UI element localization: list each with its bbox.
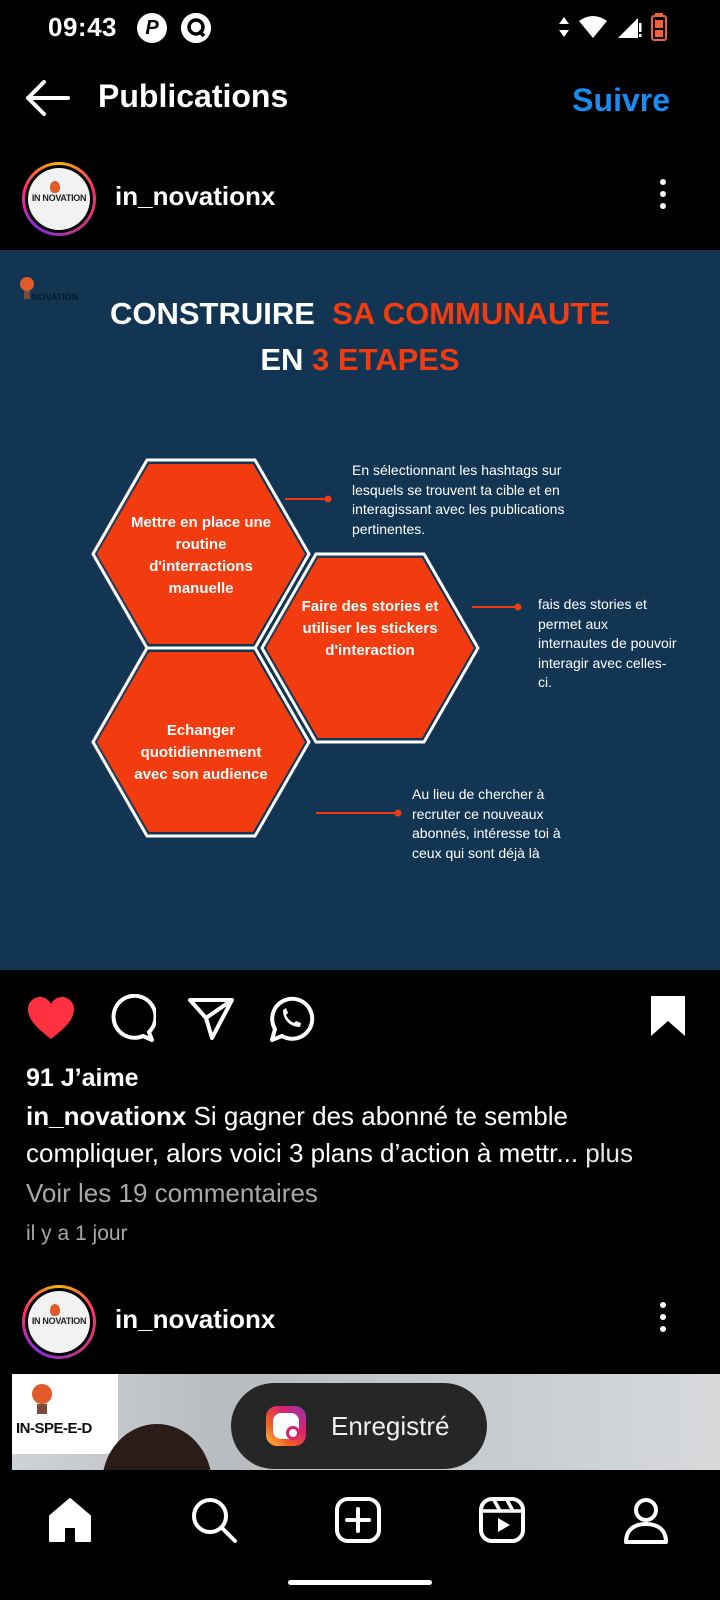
post-timestamp: il y a 1 jour (26, 1222, 128, 1245)
avatar-logo-text: IN NOVATION (31, 193, 87, 203)
cell-signal-icon (616, 15, 642, 39)
person-photo (102, 1424, 212, 1470)
nav-reels-button[interactable] (478, 1496, 526, 1544)
nav-home-button[interactable] (46, 1496, 94, 1544)
brand-logo-text: NOVATION (32, 292, 79, 302)
paper-plane-icon (186, 994, 236, 1044)
top-bar (0, 56, 720, 142)
post-2-username[interactable]: in_novationx (115, 1304, 276, 1334)
likes-count[interactable]: 91 J’aime (26, 1064, 139, 1092)
status-bar (0, 0, 720, 56)
post-2-brand-logo (12, 1374, 118, 1454)
post-2-logo-text: IN-SPE-E-D (16, 1420, 92, 1437)
bottom-navigation (0, 1470, 720, 1570)
post-2-header (0, 1270, 720, 1370)
infographic-title-line2: EN 3 ETAPES (260, 342, 460, 377)
reels-icon (478, 1496, 526, 1544)
caption-more-link[interactable]: plus (585, 1138, 633, 1168)
saved-toast[interactable] (231, 1383, 487, 1469)
step-2-description: fais des stories et permet aux internautes de pouvoir interagir avec celles-ci. (538, 596, 677, 690)
page-title: Publications (98, 78, 289, 114)
battery-low-icon (650, 12, 668, 42)
follow-button[interactable]: Suivre (572, 82, 670, 118)
caption-username[interactable]: in_novationx (26, 1101, 187, 1131)
nav-create-button[interactable] (334, 1496, 382, 1544)
bookmark-filled-icon (648, 994, 688, 1038)
nav-profile-button[interactable] (622, 1496, 670, 1544)
notification-p-icon: P (137, 13, 167, 43)
post-action-bar (0, 972, 720, 1062)
toast-message: Enregistré (331, 1411, 450, 1441)
bulb-logo-icon (22, 1378, 62, 1422)
post-image[interactable] (0, 250, 720, 970)
post-header (0, 147, 720, 247)
search-icon (190, 1496, 238, 1544)
view-comments-link[interactable]: Voir les 19 commentaires (26, 1178, 318, 1208)
add-post-icon (334, 1496, 382, 1544)
home-icon (46, 1496, 94, 1544)
hexagon-1-label: Mettre en place une routine d'interractions manuelle (130, 514, 272, 597)
bulb-logo-icon (50, 1304, 60, 1316)
connector-3 (316, 810, 402, 817)
whatsapp-icon (266, 994, 316, 1044)
comment-button[interactable] (106, 994, 156, 1044)
status-icons (558, 12, 668, 42)
post-caption (26, 1098, 706, 1172)
like-button[interactable] (26, 994, 76, 1044)
status-time: 09:43 (48, 12, 117, 42)
heart-filled-icon (26, 994, 76, 1044)
back-button[interactable] (22, 76, 72, 120)
step-3-description: Au lieu de chercher à recruter ce nouveaux abonnés, intéresse toi à ceux qui sont déjà là (412, 786, 561, 861)
infographic-title-line1: CONSTRUIRE SA COMMUNAUTE (109, 296, 611, 331)
avatar-logo-text: IN NOVATION (31, 1316, 87, 1326)
connector-2 (472, 604, 522, 611)
wifi-icon (578, 15, 608, 39)
caption-text: Si gagner des abonné te semble compliquer, alors voici 3 plans d’action à mettr... (26, 1101, 579, 1168)
step-1-description: En sélectionnant les hashtags sur lesquels se trouvent ta cible et en interagissant avec les publications pertinentes. (352, 462, 565, 537)
avatar[interactable] (22, 162, 96, 236)
post-username[interactable]: in_novationx (115, 181, 276, 211)
instagram-icon (266, 1406, 306, 1446)
bulb-logo-icon (50, 181, 60, 193)
post-2-avatar[interactable] (22, 1285, 96, 1359)
nav-search-button[interactable] (190, 1496, 238, 1544)
notification-q-icon (181, 13, 211, 43)
profile-icon (622, 1496, 670, 1544)
share-button[interactable] (186, 994, 236, 1044)
hexagon-2-label: Faire des stories et utiliser les stickers d'interaction (301, 598, 439, 659)
connector-1 (285, 496, 332, 503)
post-2-more-options-button[interactable] (658, 1302, 668, 1338)
home-indicator[interactable] (288, 1580, 432, 1585)
arrow-left-icon (22, 76, 72, 120)
comment-bubble-icon (106, 994, 156, 1044)
more-options-button[interactable] (658, 179, 668, 215)
whatsapp-share-button[interactable] (266, 994, 316, 1044)
save-button[interactable] (648, 994, 698, 1044)
data-arrows-icon (558, 15, 570, 39)
hexagon-3-label: Echanger quotidiennement avec son audience (134, 722, 268, 783)
